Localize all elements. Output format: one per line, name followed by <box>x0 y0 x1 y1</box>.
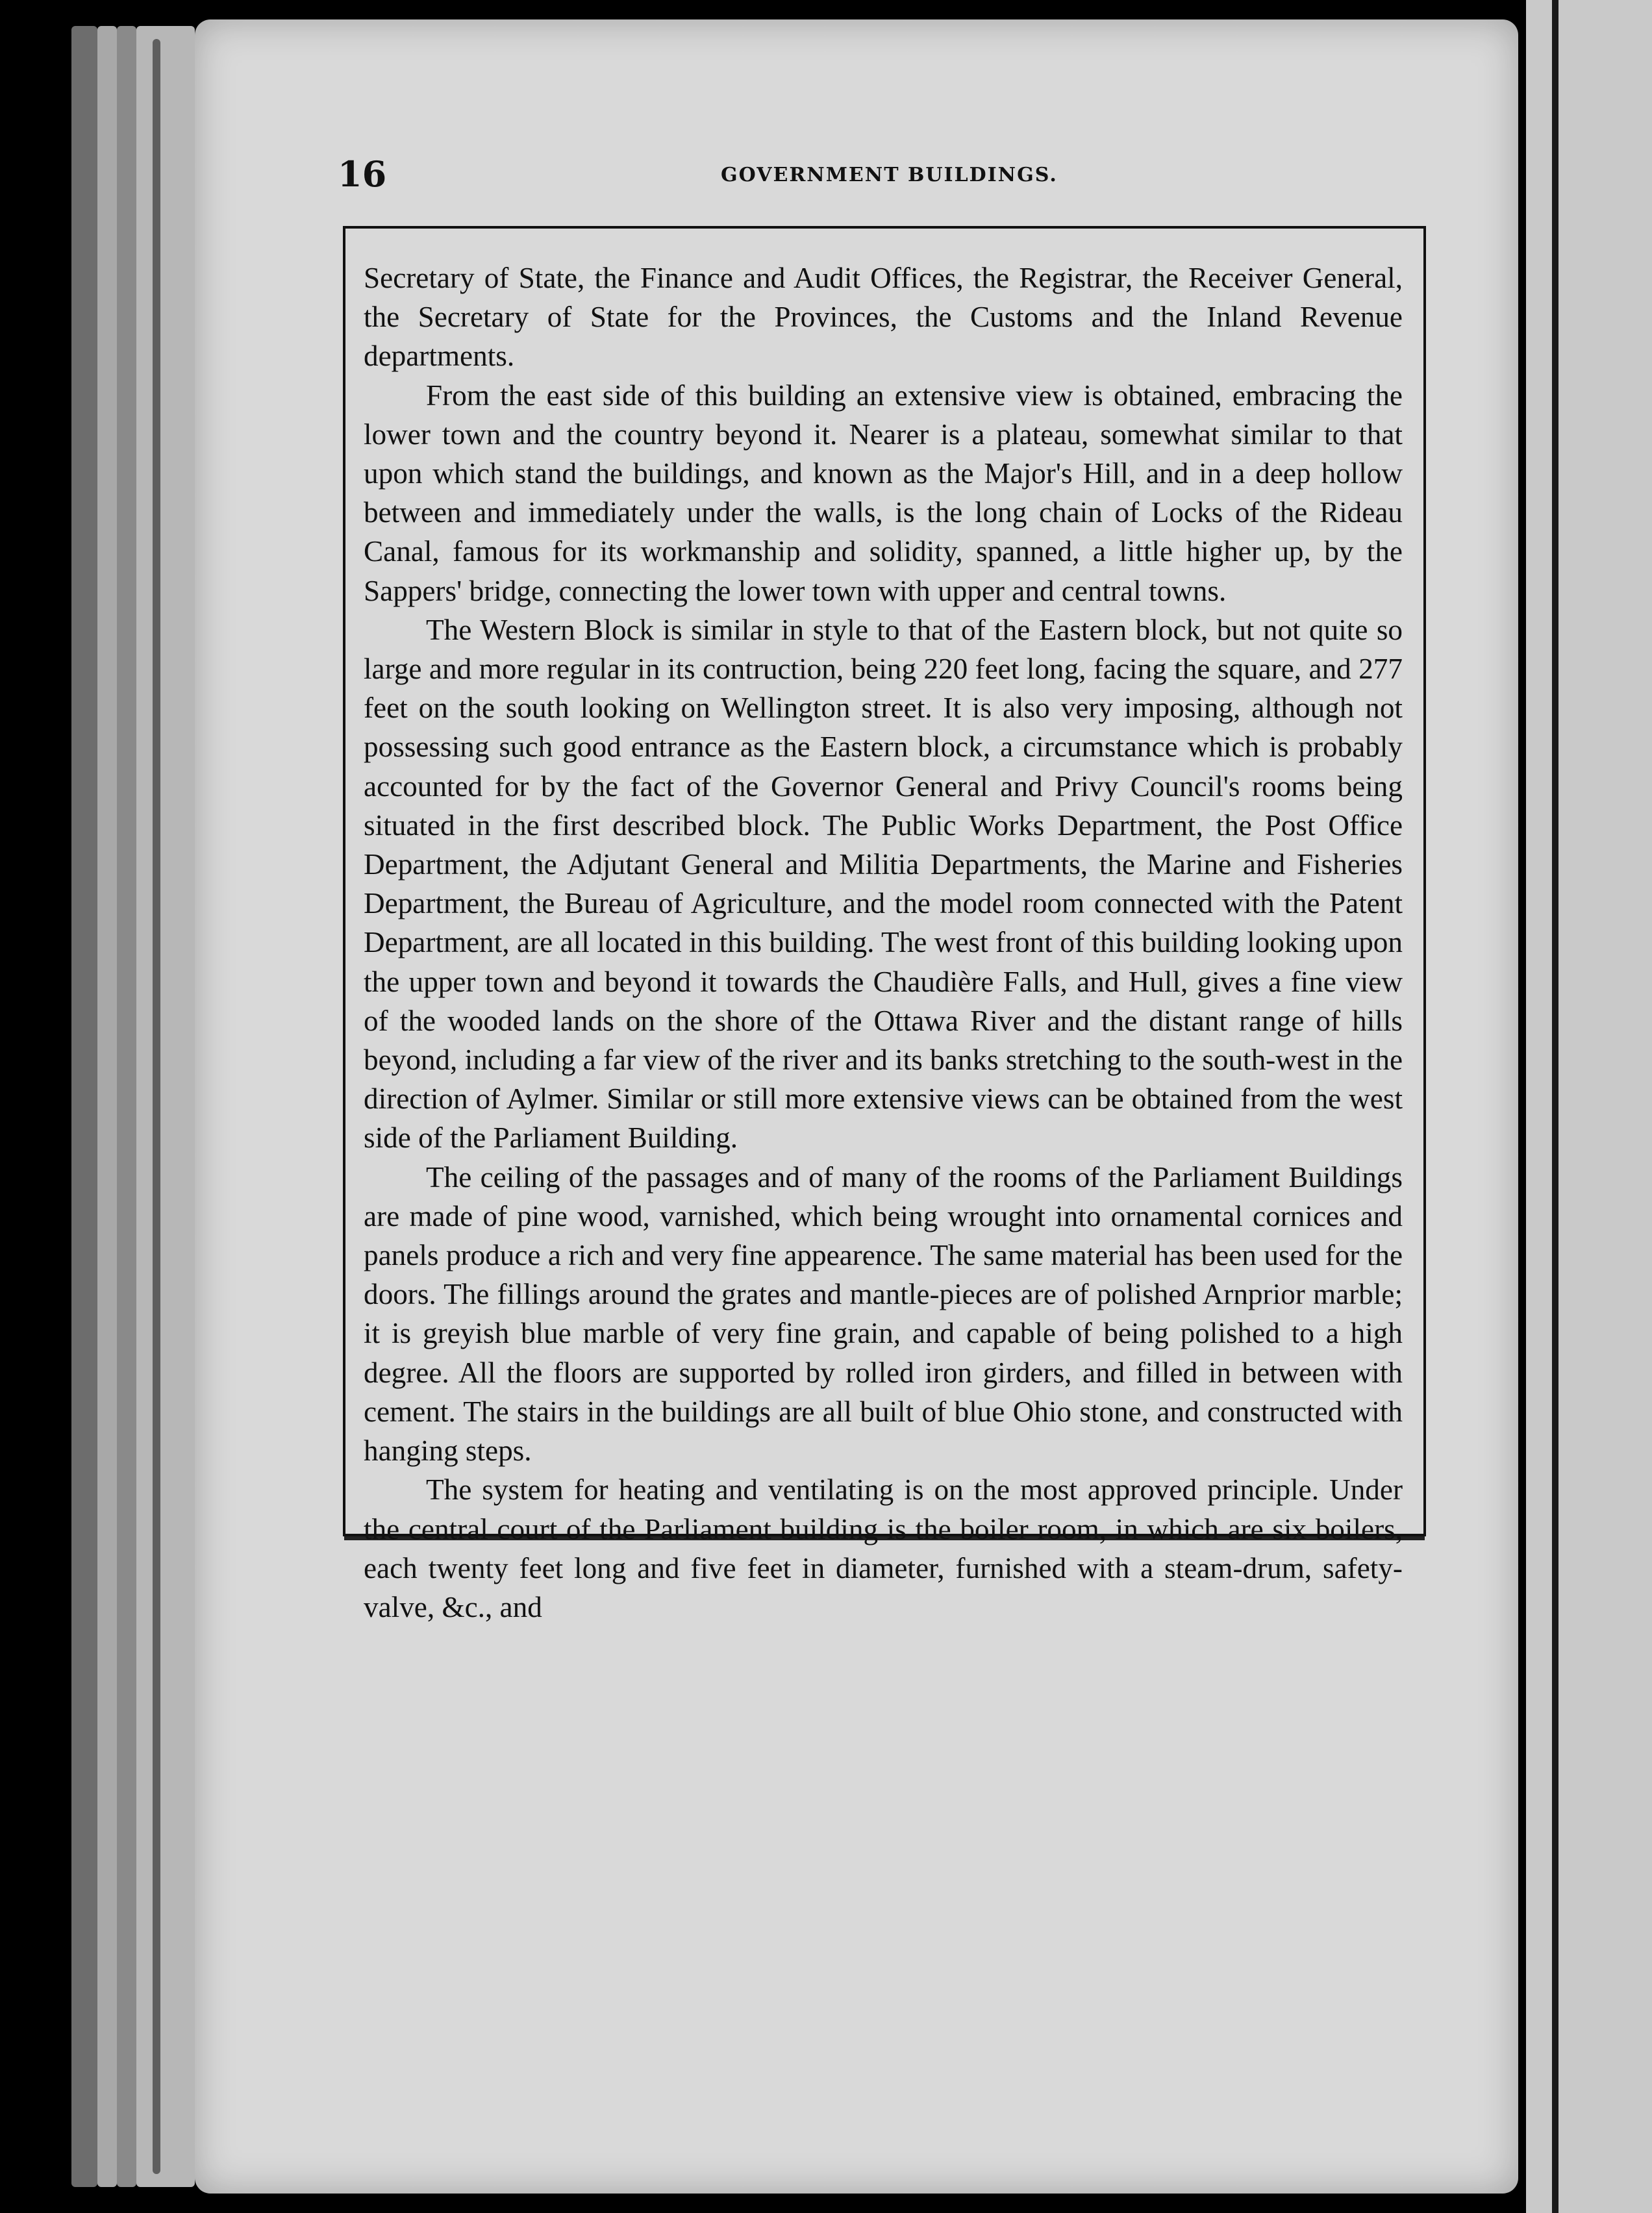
paragraph: The ceiling of the passages and of many of the rooms of the Parliament Buildings are made of pine wood, varnished, which being wrought into ornamental cornices and panels produce a rich and very fine appearence. The same material has been used for the doors. The fillings around the grates and mantle-pieces are of polished Arnprior marble; it is greyish blue marble of very fine grain, and capable of being polished to a high degree. All the floors are supported by rolled iron girders, and filled in between with cement. The stairs in the buildings are all built of blue Ohio stone, and constructed with hanging steps. <box>364 1160 1403 1468</box>
body-text <box>364 258 1403 1627</box>
page-edge <box>71 26 97 2187</box>
paragraph: The Western Block is similar in style to that of the Eastern block, but not quite so large and more regular in its contruction, being 220 feet long, facing the square, and 277 feet on the south looking on Wellington street. It is also very imposing, although not possessing such good entrance as the Eastern block, a circumstance which is probably accounted for by the fact of the Governor General and Privy Council's rooms being situated in the first described block. The Public Works Department, the Post Office Department, the Adjutant General and Militia Departments, the Marine and Fisheries Department, the Bureau of Agriculture, and the model room connected with the Patent Department, are all located in this building. The west front of this building looking upon the upper town and beyond it towards the Chaudière Falls, and Hull, gives a fine view of the wooded lands on the shore of the Ottawa River and the distant range of hills beyond, including a far view of the river and its banks stretching to the south-west in the direction of Aylmer. Similar or still more extensive views can be obtained from the west side of the Parliament Building. <box>364 613 1403 1155</box>
page-edge <box>136 26 195 2187</box>
paragraph: From the east side of this building an extensive view is obtained, embracing the lower town and the country beyond it. Nearer is a plateau, somewhat similar to that upon which stand the buildings, and known as the Major's Hill, and in a deep hollow between and immediately under the walls, is the long chain of Locks of the Rideau Canal, famous for its workmanship and solidity, spanned, a little higher up, by the Sappers' bridge, connecting the lower town with upper and central towns. <box>364 379 1403 607</box>
running-head: GOVERNMENT BUILDINGS. <box>721 164 1058 186</box>
paragraph: Secretary of State, the Finance and Audit Offices, the Registrar, the Receiver General, the Secretary of State for the Provinces, the Customs and the Inland Revenue departments. <box>364 262 1403 373</box>
gutter-line <box>1552 0 1558 2213</box>
page-number: 16 <box>338 153 387 195</box>
page-edge <box>153 39 160 2174</box>
page-edge <box>117 26 136 2187</box>
facing-page-edge <box>1526 0 1652 2213</box>
paragraph: The system for heating and ventilating is on the most approved principle. Under the central court of the Parliament building is the boiler room, in which are six boilers, each twenty feet long and five feet in diameter, furnished with a steam-drum, safety-valve, &c., and <box>364 1473 1403 1623</box>
page-edge <box>97 26 117 2187</box>
